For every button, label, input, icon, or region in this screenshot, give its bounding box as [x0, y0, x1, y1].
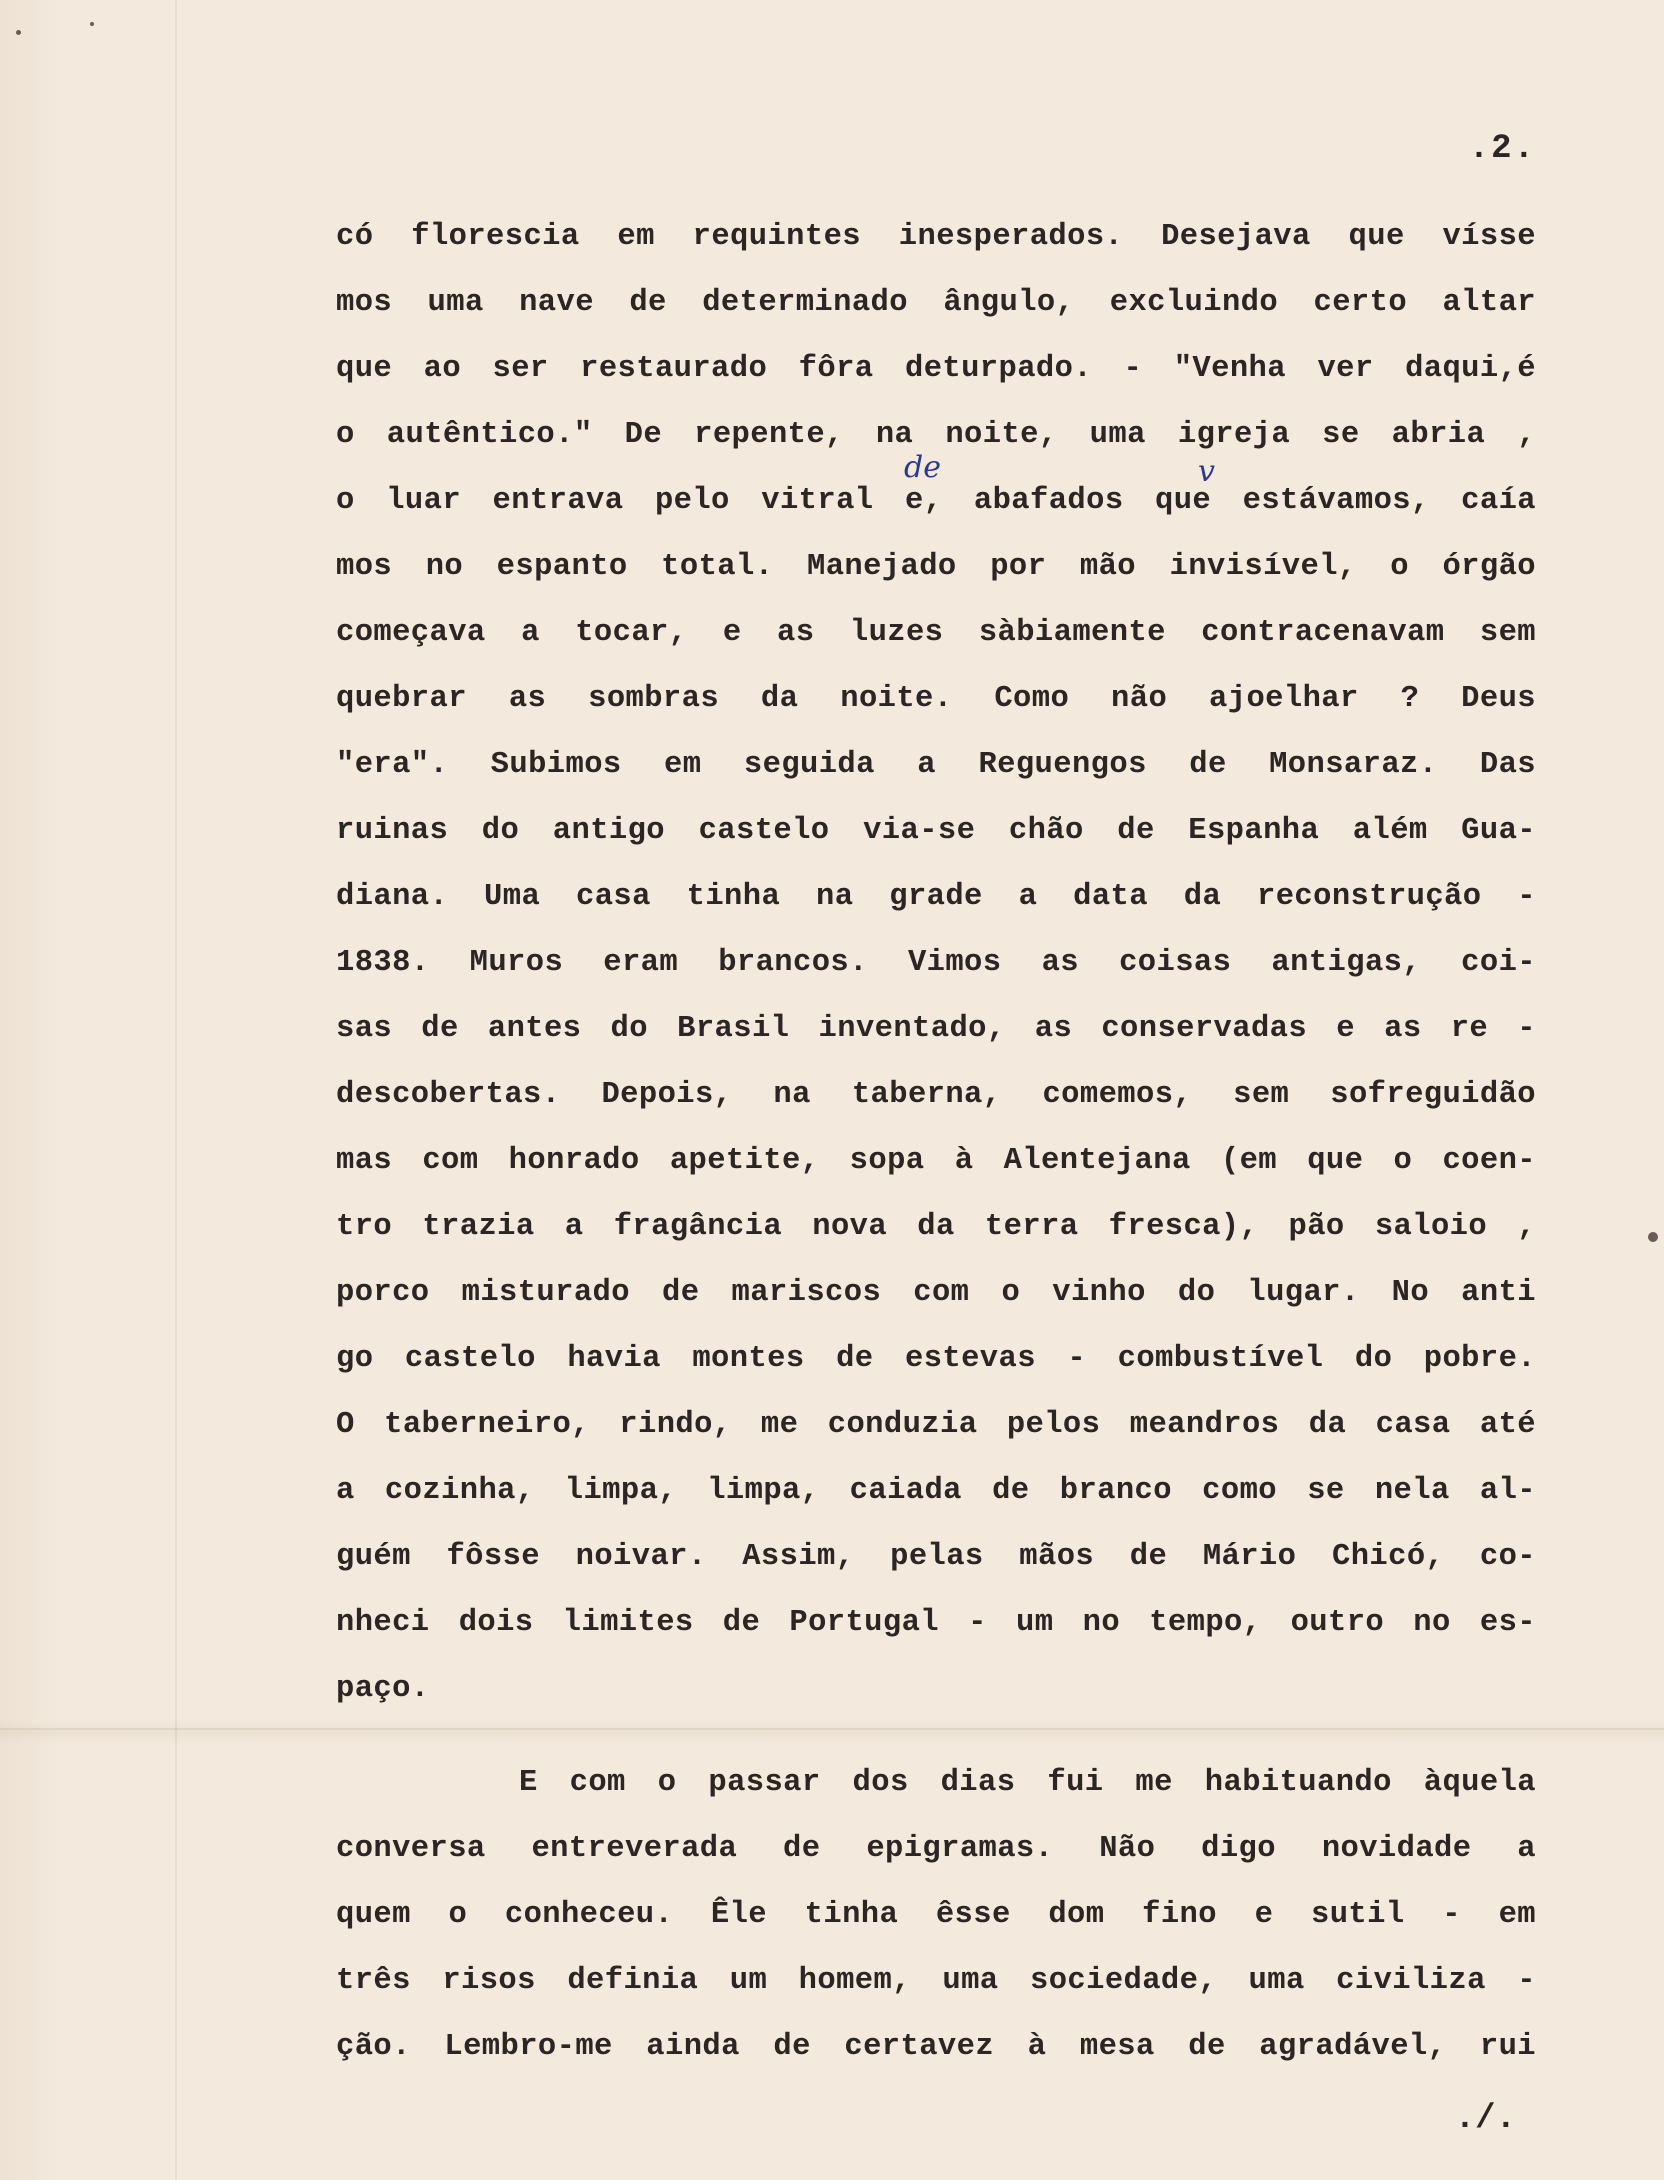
text-line: E com o passar dos dias fui me habituando àquela [519, 1766, 1536, 1800]
paragraph-break [336, 1722, 1536, 1750]
typed-text-block [336, 204, 1536, 2080]
text-line: mas com honrado apetite, sopa à Alentejana (em que o coen- [336, 1144, 1536, 1178]
text-line: quebrar as sombras da noite. Como não ajoelhar ? Deus [336, 682, 1536, 716]
text-line: mos no espanto total. Manejado por mão invisível, o órgão [336, 550, 1536, 584]
text-line: tro trazia a fragância nova da terra fresca), pão saloio , [336, 1210, 1536, 1244]
text-line: começava a tocar, e as luzes sàbiamente contracenavam sem [336, 616, 1536, 650]
continuation-mark: ./. [1454, 2100, 1516, 2138]
text-line: três risos definia um homem, uma sociedade, uma civiliza - [336, 1964, 1536, 1998]
text-line: o autêntico." De repente, na noite, uma igreja se abria , [336, 418, 1536, 452]
text-line: có florescia em requintes inesperados. Desejava que vísse [336, 220, 1536, 254]
text-line: o luar entrava pelo vitral e, abafados que estávamos, caía [336, 484, 1536, 518]
text-line: ção. Lembro-me ainda de certavez à mesa de agradável, rui [336, 2030, 1536, 2064]
paper-fold-vertical [175, 0, 177, 2180]
text-line: paço. [336, 1672, 430, 1706]
paper-speck [90, 22, 94, 26]
text-line: diana. Uma casa tinha na grade a data da reconstrução - [336, 880, 1536, 914]
text-line: ruinas do antigo castelo via-se chão de Espanha além Gua- [336, 814, 1536, 848]
text-line: go castelo havia montes de estevas - combustível do pobre. [336, 1342, 1536, 1376]
text-line: que ao ser restaurado fôra deturpado. - "Venha ver daqui,é [336, 352, 1536, 386]
text-line: conversa entreverada de epigramas. Não digo novidade a [336, 1832, 1536, 1866]
text-line: nheci dois limites de Portugal - um no tempo, outro no es- [336, 1606, 1536, 1640]
text-line: quem o conheceu. Êle tinha êsse dom fino e sutil - em [336, 1898, 1536, 1932]
text-line: a cozinha, limpa, limpa, caiada de branco como se nela al- [336, 1474, 1536, 1508]
text-line: mos uma nave de determinado ângulo, excluindo certo altar [336, 286, 1536, 320]
text-line: descobertas. Depois, na taberna, comemos, sem sofreguidão [336, 1078, 1536, 1112]
page-number: .2. [1468, 130, 1536, 168]
handwritten-insertion-de: de [904, 450, 941, 485]
handwritten-insertion-v: v [1198, 454, 1215, 489]
paper-speck [16, 30, 21, 35]
text-line: sas de antes do Brasil inventado, as conservadas e as re - [336, 1012, 1536, 1046]
text-line: 1838. Muros eram brancos. Vimos as coisas antigas, coi- [336, 946, 1536, 980]
text-line: O taberneiro, rindo, me conduzia pelos meandros da casa até [336, 1408, 1536, 1442]
text-line: porco misturado de mariscos com o vinho do lugar. No anti [336, 1276, 1536, 1310]
text-line: guém fôsse noivar. Assim, pelas mãos de Mário Chicó, co- [336, 1540, 1536, 1574]
paper-speck [1648, 1232, 1658, 1242]
text-line: "era". Subimos em seguida a Reguengos de Monsaraz. Das [336, 748, 1536, 782]
